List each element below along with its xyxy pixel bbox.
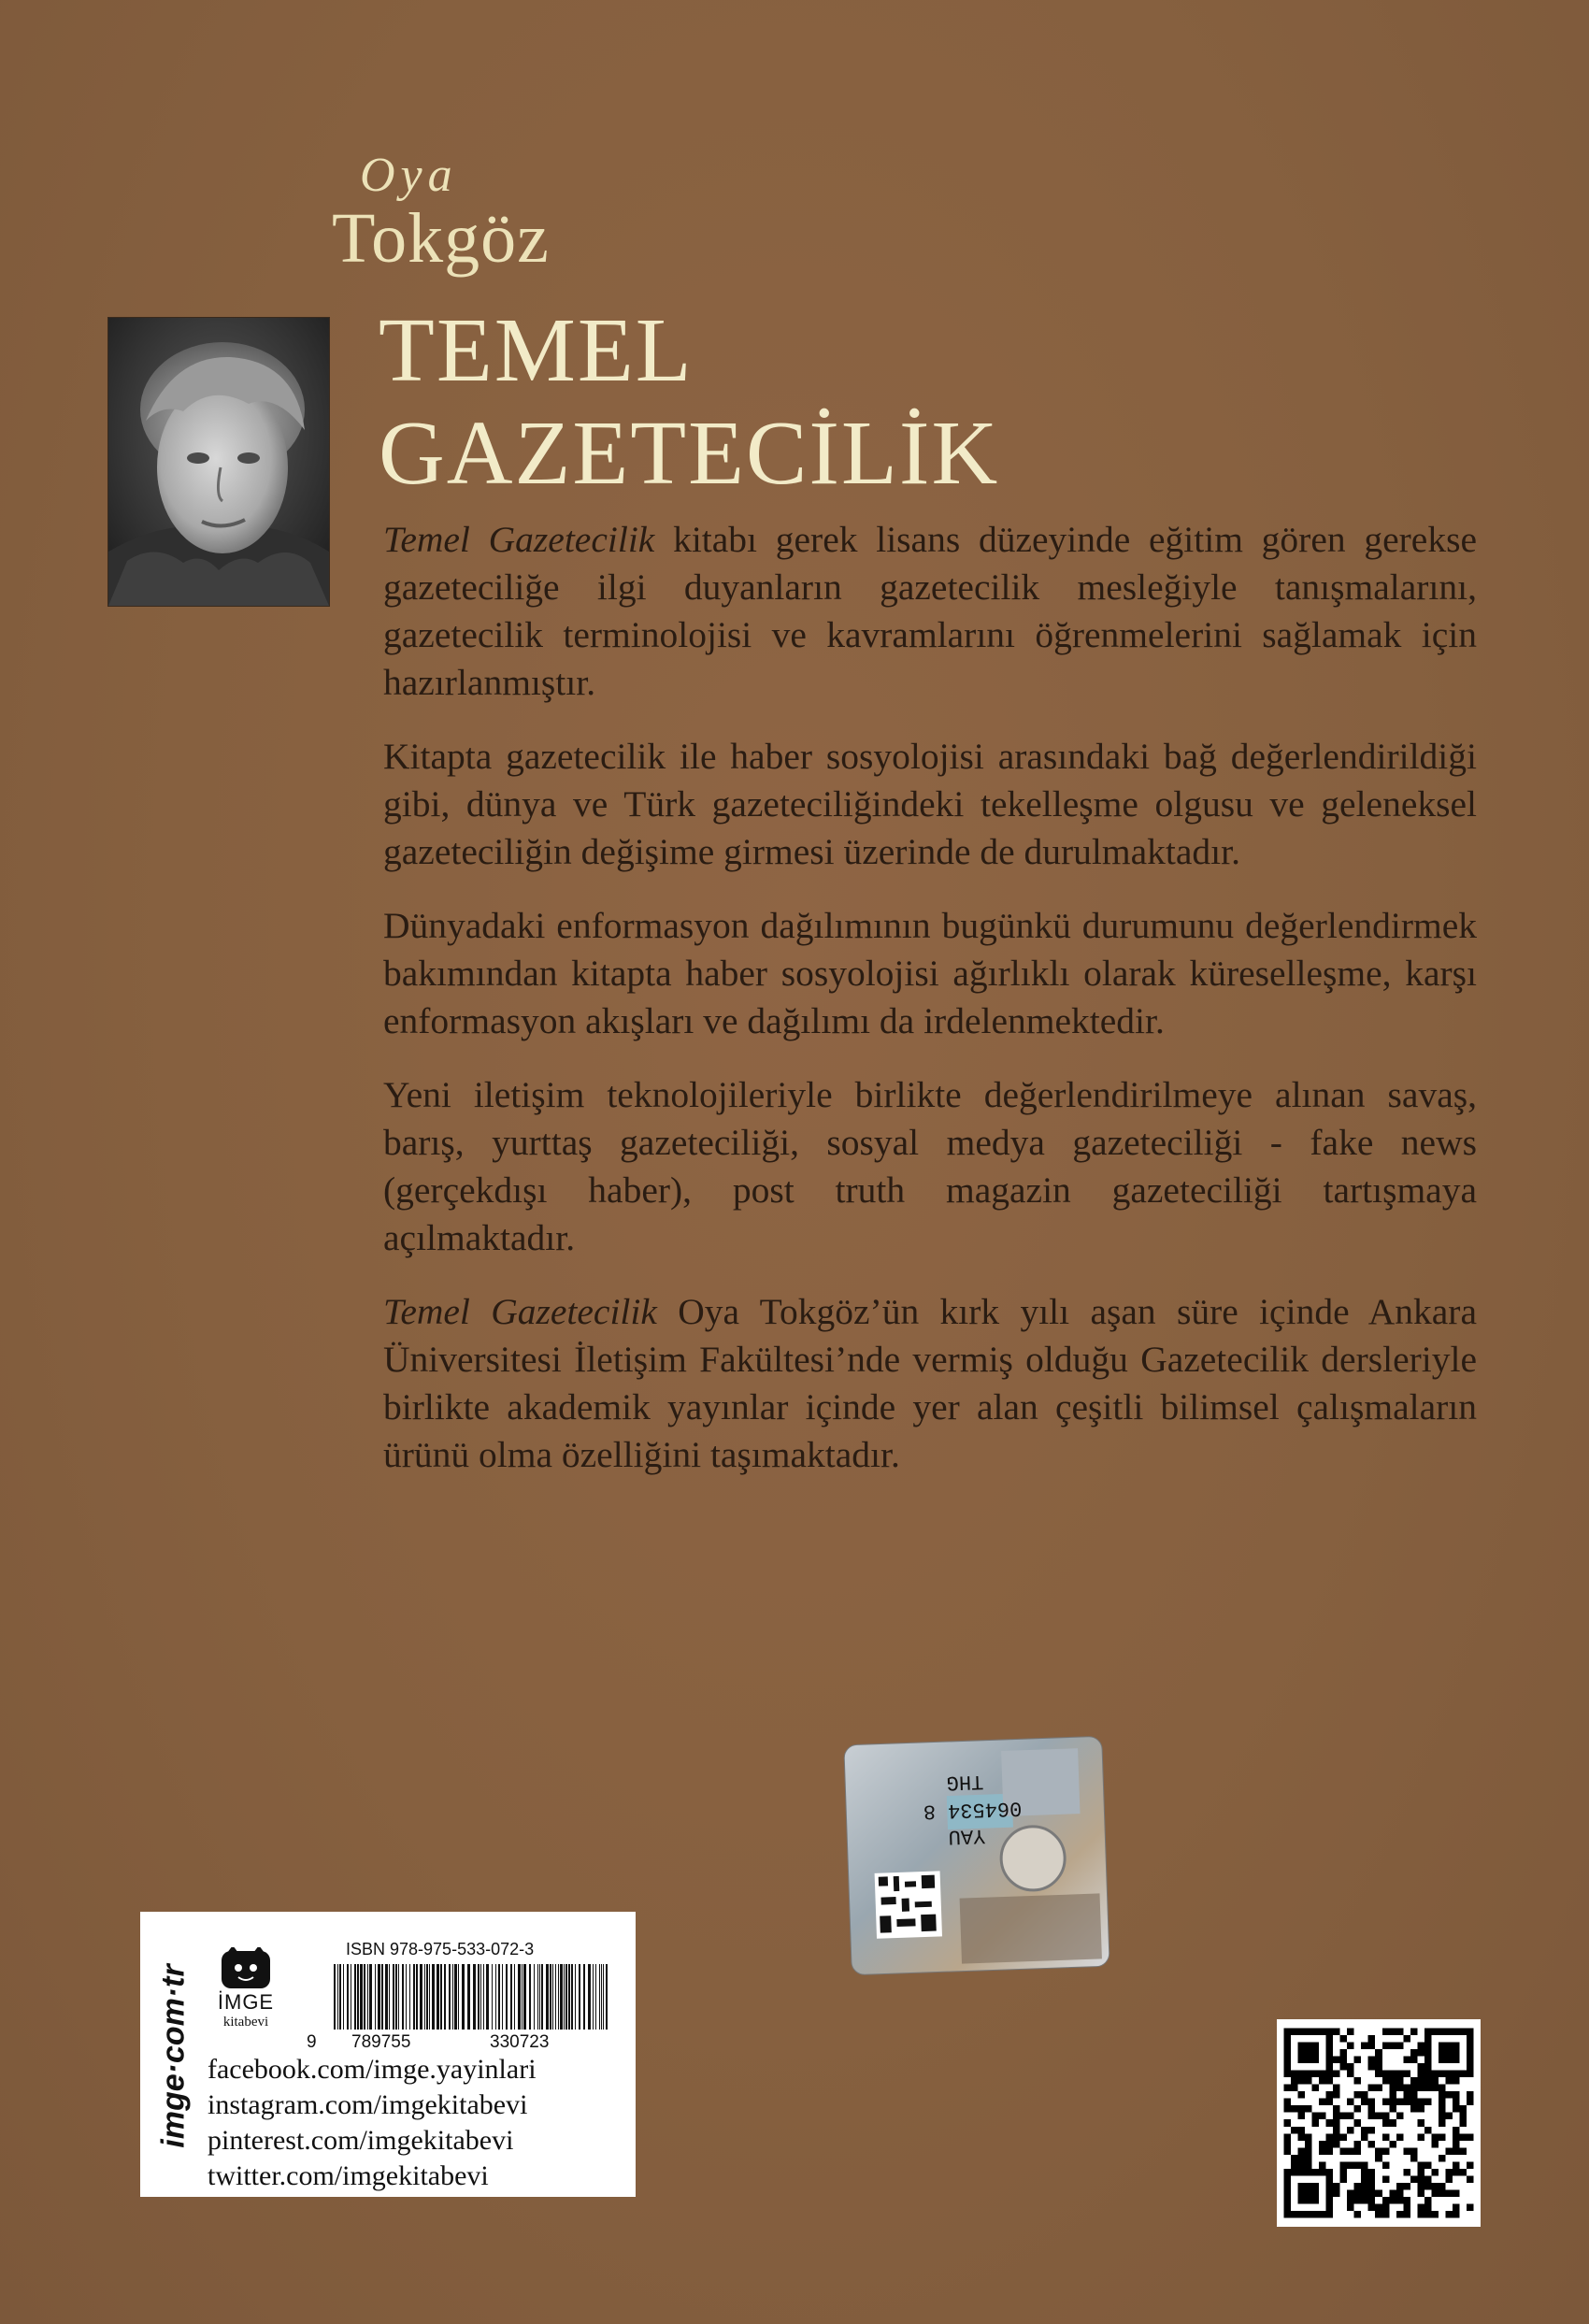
cat-logo-icon (210, 1947, 281, 1990)
book-title (379, 299, 999, 505)
barcode-digit-1: 9 (307, 2032, 317, 2052)
logo-subtitle: kitabevi (222, 2015, 269, 2030)
blurb-paragraph-1 (383, 516, 1477, 707)
blurb-paragraph-2: Kitapta gazetecilik ile haber sosyolojisi arasındaki bağ değerlendirildiği gibi, dünya ve Türk gazeteciliğindeki tekelleşme olgusu ve geleneksel gazeteciliğin değişime girmesi üzerinde de durulmaktadır. (383, 736, 1477, 872)
author-last-name: Tokgöz (332, 199, 550, 278)
title-line-2: GAZETECİLİK (379, 403, 1000, 504)
barcode-digit-2: 789755 (351, 2032, 411, 2052)
blurb-paragraph-4: Yeni iletişim teknolojileriyle birlikte değerlendirilmeye alınan savaş, barış, yurttaş gazeteciliği, sosyal medya gazeteciliği - fake news (gerçekdışı haber), post truth magazin gazeteciliği tartışmaya açılmaktadır. (383, 1074, 1477, 1258)
pinterest-link[interactable]: pinterest.com/imgekitabevi (208, 2125, 514, 2156)
hologram-code-1: THG (946, 1769, 984, 1795)
instagram-link[interactable]: instagram.com/imgekitabevi (208, 2089, 528, 2120)
isbn-label: ISBN 978-975-533-072-3 (346, 1940, 535, 1958)
author-photo (108, 318, 329, 606)
social-links (208, 2052, 537, 2194)
publisher-website-text: imge·com·tr (155, 1963, 192, 2148)
author-first-name: Oya (360, 149, 458, 202)
book-title-italic: Temel Gazetecilik (383, 519, 655, 560)
blurb (383, 516, 1477, 1505)
book-title-italic: Temel Gazetecilik (383, 1291, 657, 1332)
qr-code[interactable] (1277, 2019, 1481, 2227)
qr-code-icon (1277, 2019, 1481, 2227)
hologram-sticker (842, 1734, 1112, 1977)
barcode-digit-3: 330723 (490, 2032, 550, 2052)
blurb-text: kitabı gerek lisans düzeyinde eğitim gören gerekse gazeteciliğe ilgi duyanların gazetecilik mesleğiyle tanışmalarını, gazetecilik terminolojisi ve kavramlarını öğrenmelerini sağlamak için hazırlanmıştır. (383, 519, 1477, 703)
publisher-website (144, 1925, 204, 2187)
title-line-1: TEMEL (379, 300, 694, 401)
facebook-link[interactable]: facebook.com/imge.yayinlari (208, 2054, 537, 2085)
hologram-code-2: 064534 8 (923, 1796, 1023, 1823)
blurb-paragraph-3: Dünyadaki enformasyon dağılımının bugünkü durumunu değerlendirmek bakımından kitapta haber sosyolojisi ağırlıklı olarak küreselleşme, karşı enformasyon akışları ve dağılımı da irdelenmektedir. (383, 905, 1477, 1041)
blurb-paragraph-5 (383, 1288, 1477, 1479)
barcode-card (140, 1912, 636, 2197)
logo-name: İMGE (217, 1990, 275, 2014)
blurb-text: Oya Tokgöz’ün kırk yılı aşan süre içinde Ankara Üniversitesi İletişim Fakültesi’nde vermiş olduğu Gazetecilik dersleriyle birlikte akademik yayınlar içinde yer alan çeşitli bilimsel çalışmaların ürünü olma özelliğini taşımaktadır. (383, 1291, 1477, 1475)
isbn-barcode (332, 1964, 612, 2030)
hologram-code-3: YAU (948, 1823, 986, 1849)
twitter-link[interactable]: twitter.com/imgekitabevi (208, 2160, 489, 2191)
publisher-logo (210, 1947, 281, 2041)
